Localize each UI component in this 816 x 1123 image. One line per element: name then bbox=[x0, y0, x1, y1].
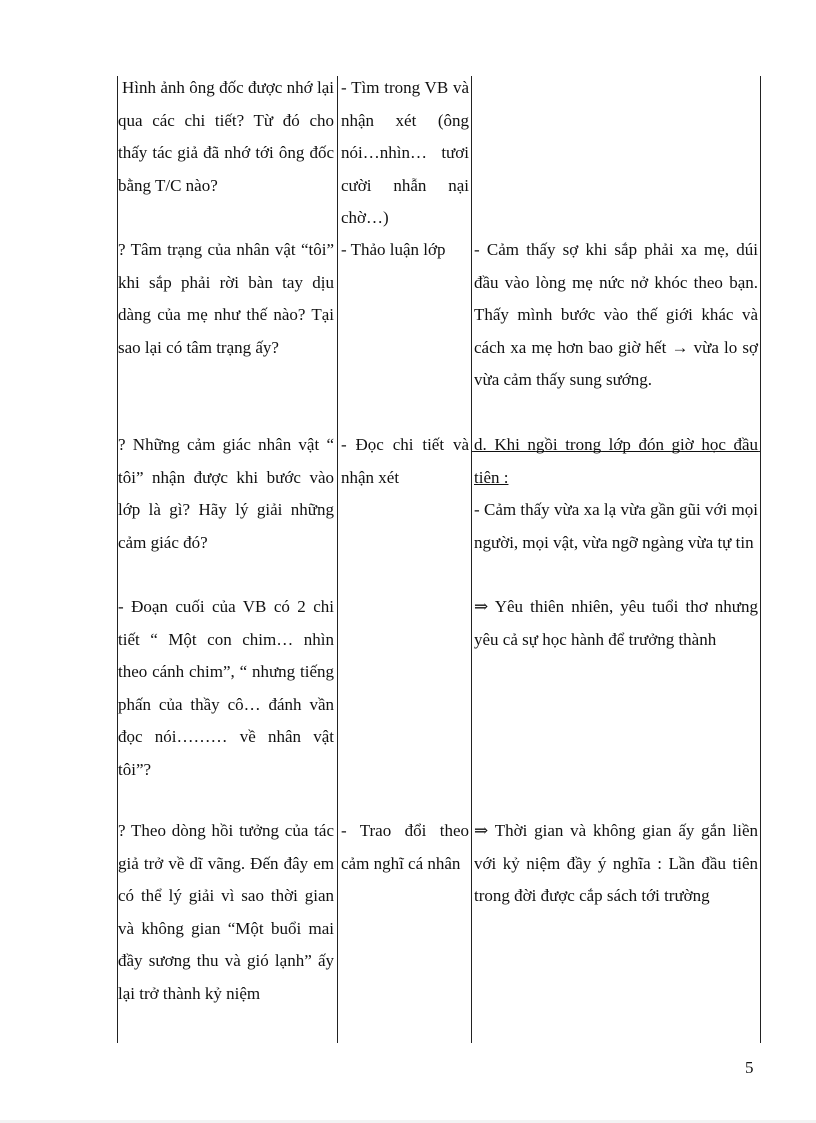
row-3-question: ? Những cảm giác nhân vật “ tôi” nhận được khi bước vào lớp là gì? Hãy lý giải những cảm giác đó? bbox=[118, 435, 334, 552]
row-2-question: ? Tâm trạng của nhân vật “tôi” khi sắp phải rời bàn tay dịu dàng của mẹ như thế nào? Tại sao lại có tâm trạng ấy? bbox=[118, 240, 334, 357]
table-border-col2 bbox=[471, 76, 472, 1043]
row-2-content: - Cảm thấy sợ khi sắp phải xa mẹ, dúi đầu vào lòng mẹ nức nở khóc theo bạn. Thấy mình bước vào thế giới khác và cách xa mẹ hơn bao giờ hết → vừa lo sợ vừa cảm thấy sung sướng. bbox=[474, 240, 758, 389]
row-3-heading: d. Khi ngồi trong lớp đón giờ học đầu tiên : bbox=[474, 435, 758, 487]
row-2-activity: - Thảo luận lớp bbox=[341, 240, 446, 259]
row-3-activity: - Đọc chi tiết và nhận xét bbox=[341, 435, 469, 487]
row-4-question: - Đoạn cuối của VB có 2 chi tiết “ Một con chim… nhìn theo cánh chim”, “ nhưng tiếng phấn của thầy cô… đánh vần đọc nói……… về nhân vật tôi”? bbox=[118, 597, 334, 779]
row-5-question: ? Theo dòng hồi tưởng của tác giả trở về dĩ vãng. Đến đây em có thể lý giải vì sao thời gian và không gian “Một buổi mai đầy sương thu và gió lạnh” ấy lại trở thành kỷ niệm bbox=[118, 821, 334, 1003]
row-1-activity: - Tìm trong VB và nhận xét (ông nói…nhìn… tươi cười nhẫn nại chờ…) bbox=[341, 78, 469, 227]
row-1-question: Hình ảnh ông đốc được nhớ lại qua các chi tiết? Từ đó cho thấy tác giả đã nhớ tới ông đốc bằng T/C nào? bbox=[118, 78, 334, 195]
table-border-right bbox=[760, 76, 761, 1043]
row-5-activity: - Trao đổi theo cảm nghĩ cá nhân bbox=[341, 821, 469, 873]
row-3-content: - Cảm thấy vừa xa lạ vừa gần gũi với mọi người, mọi vật, vừa ngỡ ngàng vừa tự tin bbox=[474, 500, 758, 552]
page-number: 5 bbox=[745, 1058, 754, 1077]
row-5-content: ⇒ Thời gian và không gian ấy gắn liền với kỷ niệm đầy ý nghĩa : Lần đầu tiên trong đời được cắp sách tới trường bbox=[474, 821, 758, 905]
row-4-content: ⇒ Yêu thiên nhiên, yêu tuổi thơ nhưng yêu cả sự học hành để trưởng thành bbox=[474, 597, 758, 649]
table-border-col1 bbox=[337, 76, 338, 1043]
